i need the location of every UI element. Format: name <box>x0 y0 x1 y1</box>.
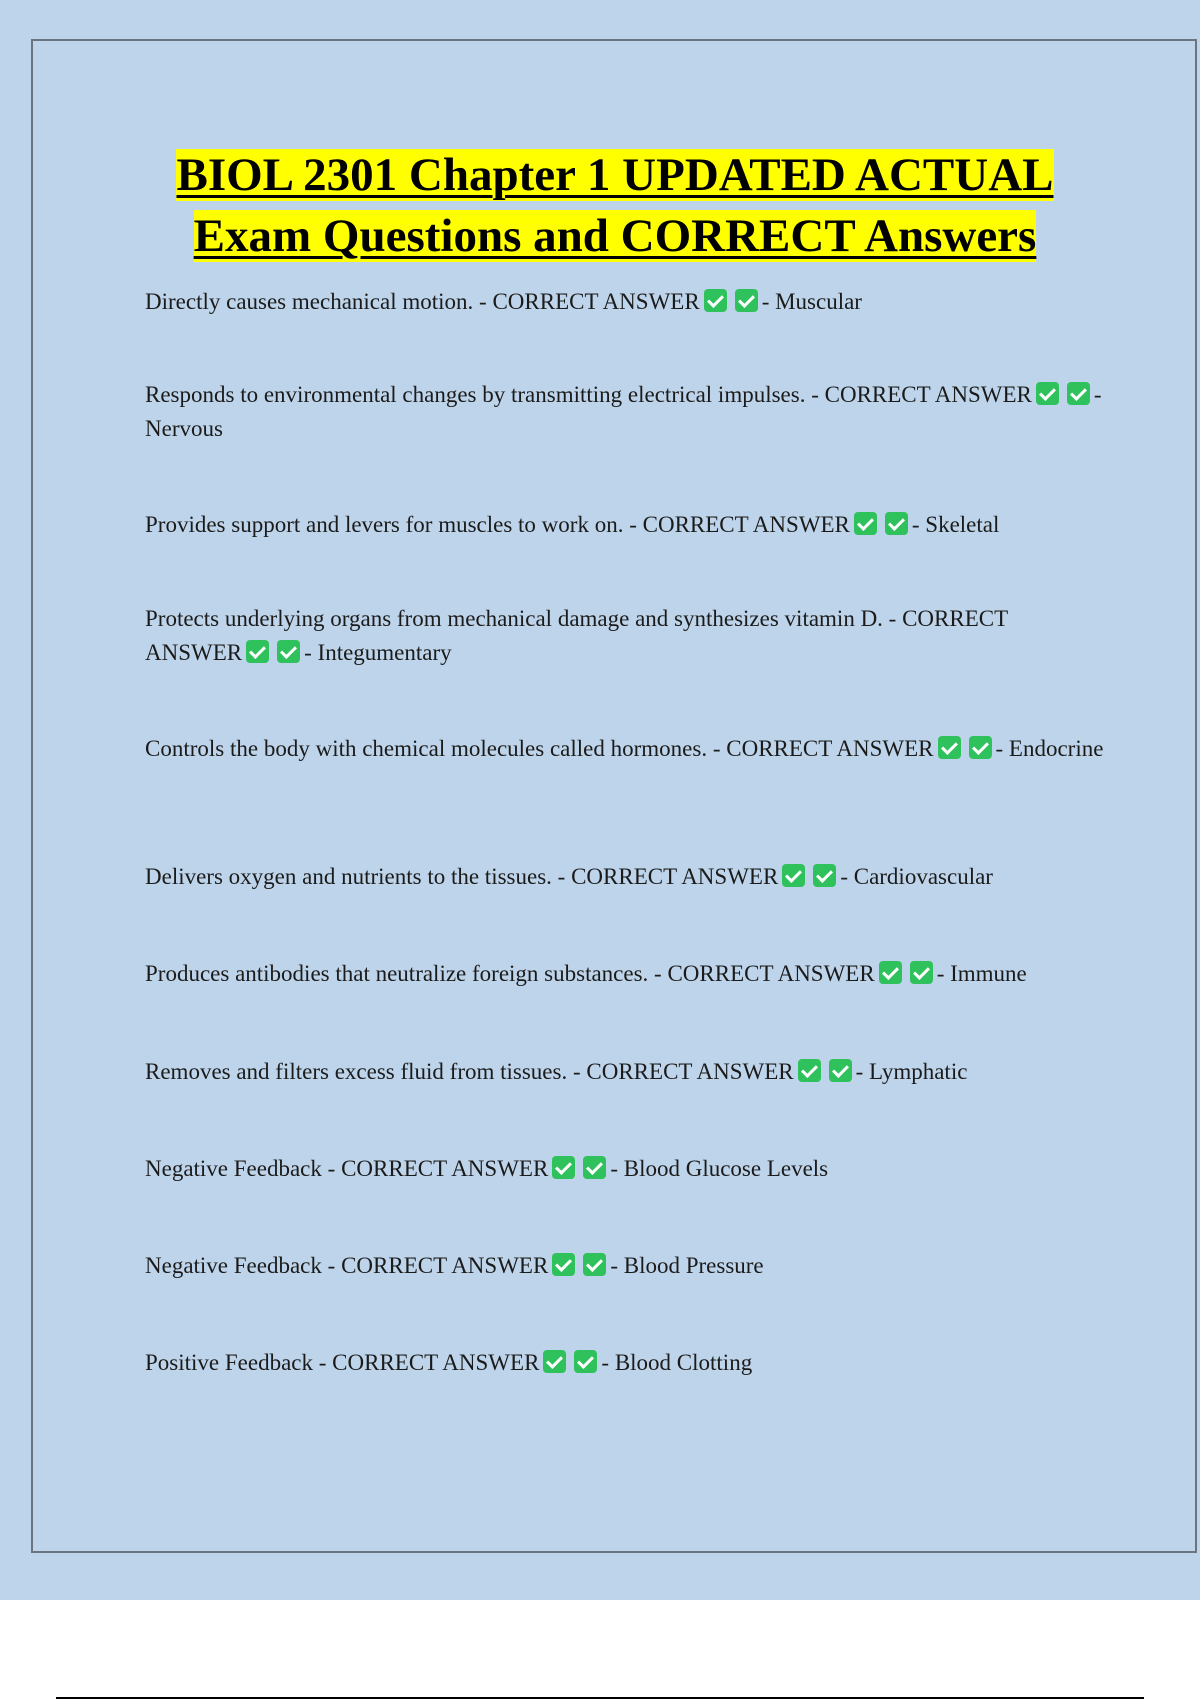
qa-item <box>145 1055 1105 1089</box>
correct-answer-label: CORRECT ANSWER <box>726 736 934 761</box>
qa-question: Negative Feedback - <box>145 1253 336 1278</box>
qa-answer: - Integumentary <box>304 640 452 665</box>
title-line-2: Exam Questions and CORRECT Answers <box>193 210 1037 262</box>
qa-question: Controls the body with chemical molecules called hormones. - <box>145 736 721 761</box>
correct-answer-label: CORRECT ANSWER <box>642 512 850 537</box>
qa-item <box>145 1152 1105 1186</box>
qa-question: Responds to environmental changes by transmitting electrical impulses. - <box>145 382 819 407</box>
correct-answer-label: CORRECT ANSWER <box>145 606 1008 665</box>
qa-answer: - Lymphatic <box>855 1059 968 1084</box>
correct-answer-label: CORRECT ANSWER <box>571 864 779 889</box>
qa-answer: - Muscular <box>761 289 862 314</box>
check-mark-icon <box>704 289 727 312</box>
qa-question: Provides support and levers for muscles to work on. - <box>145 512 637 537</box>
check-mark-icon <box>552 1253 575 1276</box>
check-mark-icon <box>854 512 877 535</box>
check-mark-icon <box>938 736 961 759</box>
correct-answer-label: CORRECT ANSWER <box>492 289 700 314</box>
check-mark-icon <box>552 1156 575 1179</box>
qa-question: Removes and filters excess fluid from tissues. - <box>145 1059 581 1084</box>
correct-answer-label: CORRECT ANSWER <box>586 1059 794 1084</box>
check-mark-icon <box>885 512 908 535</box>
qa-question: Positive Feedback - <box>145 1350 327 1375</box>
qa-item <box>145 602 1105 670</box>
correct-answer-label: CORRECT ANSWER <box>667 961 875 986</box>
qa-question: Delivers oxygen and nutrients to the tissues. - <box>145 864 566 889</box>
title-line-1: BIOL 2301 Chapter 1 UPDATED ACTUAL <box>176 149 1054 201</box>
check-mark-icon <box>910 961 933 984</box>
qa-answer: - Immune <box>936 961 1027 986</box>
qa-item <box>145 957 1105 991</box>
check-mark-icon <box>969 736 992 759</box>
qa-answer: - Endocrine <box>995 736 1104 761</box>
check-mark-icon <box>583 1253 606 1276</box>
qa-answer: - Blood Pressure <box>610 1253 764 1278</box>
qa-item <box>145 1346 1105 1380</box>
document-title <box>120 145 1110 267</box>
correct-answer-label: CORRECT ANSWER <box>332 1350 540 1375</box>
qa-answer: - Blood Glucose Levels <box>610 1156 829 1181</box>
qa-question: Protects underlying organs from mechanical damage and synthesizes vitamin D. - <box>145 606 897 631</box>
qa-item <box>145 508 1105 542</box>
qa-question: Directly causes mechanical motion. - <box>145 289 487 314</box>
correct-answer-label: CORRECT ANSWER <box>341 1156 549 1181</box>
qa-answer: - Blood Clotting <box>601 1350 753 1375</box>
check-mark-icon <box>583 1156 606 1179</box>
check-mark-icon <box>246 640 269 663</box>
qa-item <box>145 285 1105 319</box>
qa-item <box>145 860 1105 894</box>
check-mark-icon <box>829 1059 852 1082</box>
qa-item <box>145 1249 1105 1283</box>
qa-question: Produces antibodies that neutralize foreign substances. - <box>145 961 662 986</box>
correct-answer-label: CORRECT ANSWER <box>824 382 1032 407</box>
check-mark-icon <box>574 1350 597 1373</box>
qa-item <box>145 378 1105 446</box>
check-mark-icon <box>782 864 805 887</box>
qa-answer: - Cardiovascular <box>840 864 993 889</box>
check-mark-icon <box>543 1350 566 1373</box>
qa-answer: - Nervous <box>145 382 1102 441</box>
check-mark-icon <box>813 864 836 887</box>
qa-question: Negative Feedback - <box>145 1156 336 1181</box>
qa-answer: - Skeletal <box>911 512 1000 537</box>
check-mark-icon <box>1067 382 1090 405</box>
correct-answer-label: CORRECT ANSWER <box>341 1253 549 1278</box>
check-mark-icon <box>1036 382 1059 405</box>
check-mark-icon <box>735 289 758 312</box>
footer-divider <box>56 1697 1144 1699</box>
check-mark-icon <box>277 640 300 663</box>
check-mark-icon <box>879 961 902 984</box>
qa-item <box>145 732 1105 766</box>
check-mark-icon <box>798 1059 821 1082</box>
